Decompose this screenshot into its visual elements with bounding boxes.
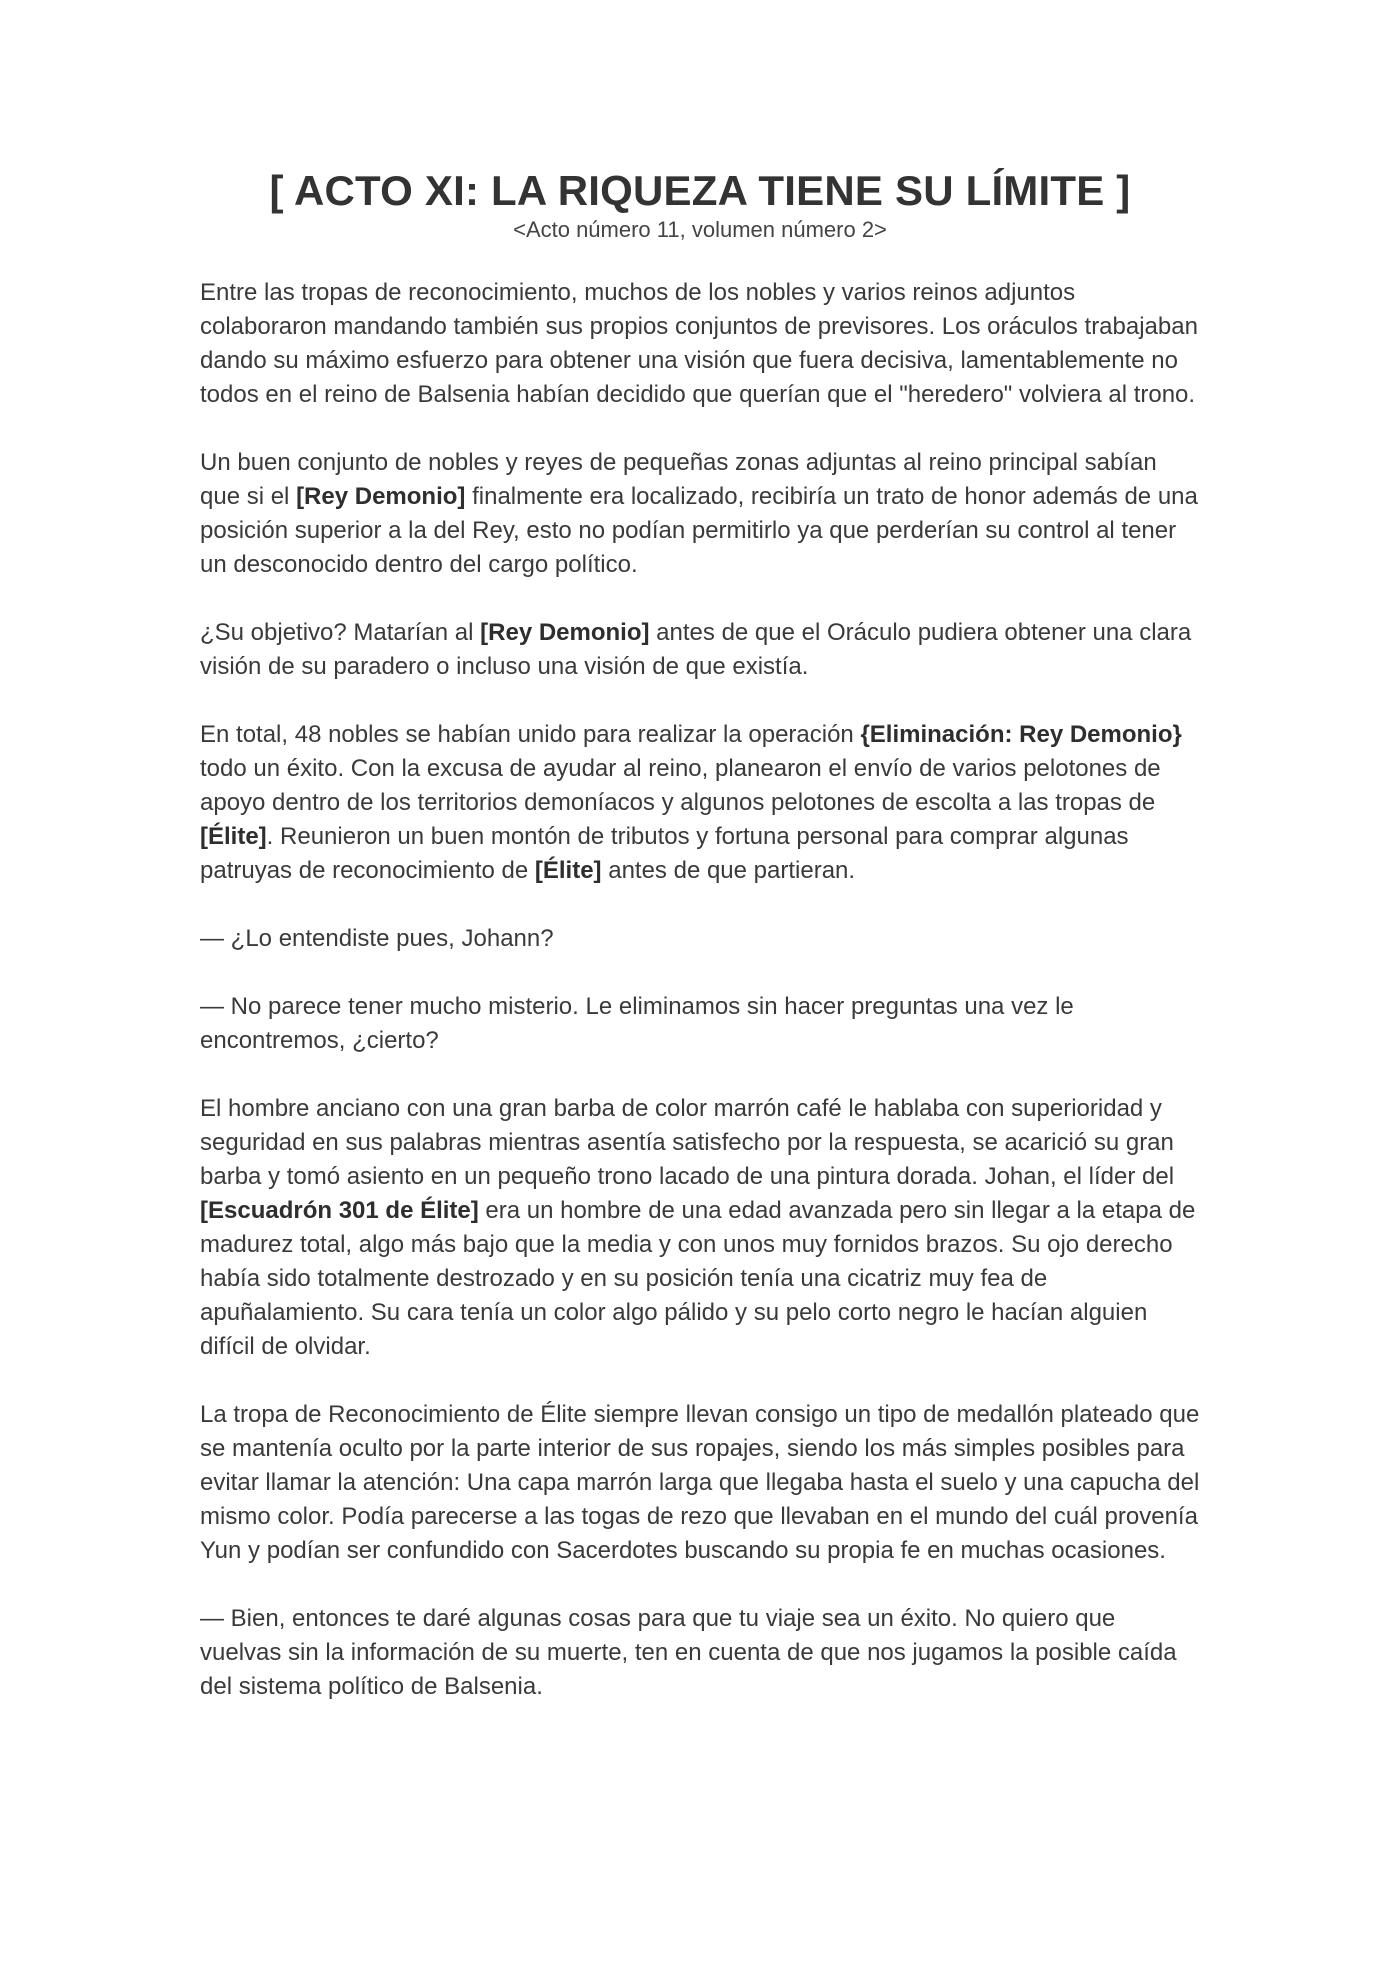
emphasis-text: [Escuadrón 301 de Élite] — [200, 1197, 479, 1224]
paragraph-text: El hombre anciano con una gran barba de color marrón café le hablaba con superioridad y seguridad en sus palabras mientras asentía satisfecho por la respuesta, se acarició su gran barba y tomó asiento en un pequeño trono lacado de una pintura dorada. Johan, el líder del — [200, 1095, 1175, 1190]
document-body — [200, 276, 1200, 1738]
paragraph-text: era un hombre de una edad avanzada pero sin llegar a la etapa de madurez total, algo más bajo que la media y con unos muy fornidos brazos. Su ojo derecho había sido totalmente destrozado y en su posición tenía una cicatriz muy fea de apuñalamiento. Su cara tenía un color algo pálido y su pelo corto negro le hacían alguien difícil de olvidar. — [200, 1197, 1196, 1360]
emphasis-text: {Eliminación: Rey Demonio} — [860, 721, 1182, 748]
paragraph-text: Entre las tropas de reconocimiento, muchos de los nobles y varios reinos adjuntos colaboraron mandando también sus propios conjuntos de previsores. Los oráculos trabajaban dando su máximo esfuerzo para obtener una visión que fuera decisiva, lamentablemente no todos en el reino de Balsenia habían decidido que querían que el "heredero" volviera al trono. — [200, 279, 1198, 408]
paragraph-text: ¿Su objetivo? Matarían al — [200, 619, 481, 646]
paragraph — [200, 1398, 1200, 1568]
paragraph-text: Un buen conjunto de nobles y reyes de pequeñas zonas adjuntas al reino principal sabían que si el — [200, 449, 1157, 510]
paragraph — [200, 718, 1200, 888]
paragraph-text: — No parece tener mucho misterio. Le eliminamos sin hacer preguntas una vez le encontremos, ¿cierto? — [200, 993, 1074, 1054]
paragraph — [200, 990, 1200, 1058]
paragraph-text: — ¿Lo entendiste pues, Johann? — [200, 925, 554, 952]
page-subtitle: <Acto número 11, volumen número 2> — [513, 217, 887, 242]
emphasis-text: [Élite] — [534, 857, 602, 884]
page-title: [ ACTO XI: LA RIQUEZA TIENE SU LÍMITE ] — [269, 167, 1131, 214]
paragraph — [200, 922, 1200, 956]
emphasis-text: [Rey Demonio] — [480, 619, 650, 646]
paragraph — [200, 1092, 1200, 1364]
paragraph — [200, 276, 1200, 412]
paragraph — [200, 446, 1200, 582]
paragraph-text: finalmente era localizado, recibiría un trato de honor además de una posición superior a la del Rey, esto no podían permitirlo ya que perderían su control al tener un desconocido dentro del cargo político. — [200, 483, 1198, 578]
paragraph-text: En total, 48 nobles se habían unido para realizar la operación — [200, 721, 861, 748]
paragraph-text: La tropa de Reconocimiento de Élite siempre llevan consigo un tipo de medallón plateado que se mantenía oculto por la parte interior de sus ropajes, siendo los más simples posibles para evitar llamar la atención: Una capa marrón larga que llegaba hasta el suelo y una capucha del mismo color. Podía parecerse a las togas de rezo que llevaban en el mundo del cuál provenía Yun y podían ser confundido con Sacerdotes buscando su propia fe en muchas ocasiones. — [200, 1401, 1200, 1564]
paragraph-text: antes de que partieran. — [601, 857, 856, 884]
paragraph-text: — Bien, entonces te daré algunas cosas para que tu viaje sea un éxito. No quiero que vuelvas sin la información de su muerte, ten en cuenta de que nos jugamos la posible caída del sistema político de Balsenia. — [200, 1605, 1177, 1700]
paragraph-text: . Reunieron un buen montón de tributos y fortuna personal para comprar algunas patruyas de reconocimiento de — [200, 823, 1129, 884]
paragraph — [200, 1602, 1200, 1704]
emphasis-text: [Élite] — [200, 823, 267, 850]
paragraph — [200, 616, 1200, 684]
emphasis-text: [Rey Demonio] — [296, 483, 466, 510]
paragraph-text: todo un éxito. Con la excusa de ayudar al reino, planearon el envío de varios pelotones de apoyo dentro de los territorios demoníacos y algunos pelotones de escolta a las tropas de — [200, 755, 1161, 816]
paragraph-text: antes de que el Oráculo pudiera obtener una clara visión de su paradero o incluso una visión de que existía. — [200, 619, 1192, 680]
